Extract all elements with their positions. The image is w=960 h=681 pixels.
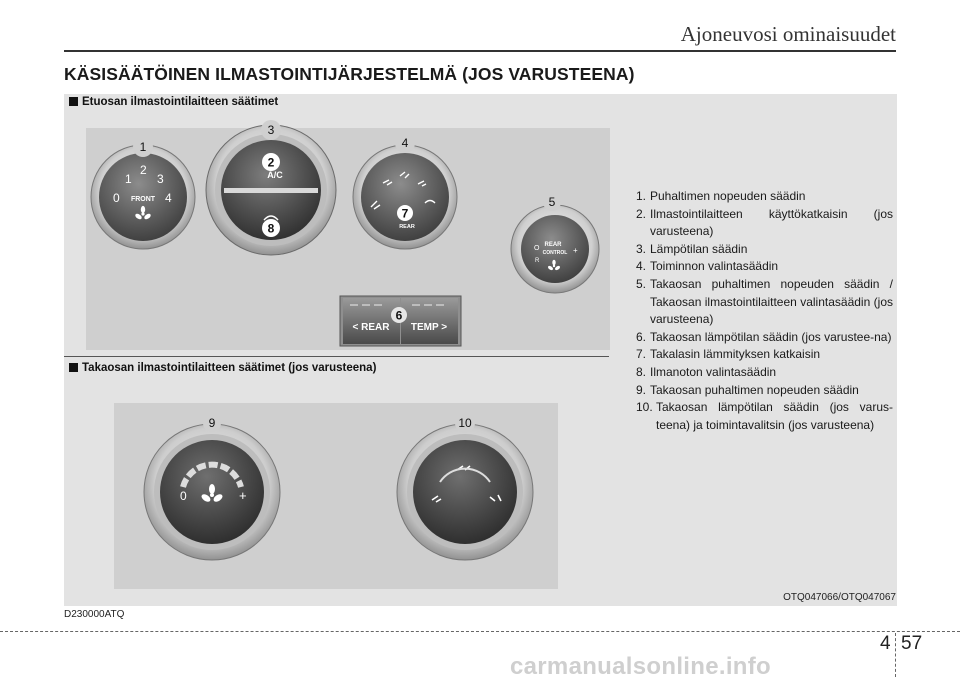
legend-item: 7. Takalasin lämmityksen katkaisin [636, 347, 821, 362]
page-section: 4 [880, 633, 891, 654]
fan-scale-1: 1 [125, 172, 132, 186]
doc-code: D230000ATQ [64, 609, 125, 620]
footer-dashed-line [0, 631, 960, 632]
rear-fan-plus: + [239, 488, 247, 503]
page-separator [895, 633, 896, 677]
page-number: 57 [901, 633, 923, 654]
rear-temp-label-left: < REAR [352, 322, 390, 333]
rear-defrost-label: REAR [399, 224, 415, 230]
legend-item: 4. Toiminnon valintasäädin [636, 259, 779, 274]
legend-item: 1. Puhaltimen nopeuden säädin [636, 189, 806, 203]
rear-panel-label-text: Takaosan ilmastointilaitteen säätimet (jos varusteena) [82, 362, 377, 374]
callout-3: 3 [267, 123, 275, 137]
callout-1: 1 [139, 140, 147, 154]
rear-control-label-1: REAR [544, 242, 562, 248]
image-code: OTQ047066/OTQ047067 [783, 592, 896, 603]
front-panel-label-text: Etuosan ilmastointilaitteen säätimet [82, 96, 279, 108]
rear-control-off: O [534, 245, 540, 252]
legend-item: 3. Lämpötilan säädin [636, 241, 748, 256]
callout-8: 8 [267, 221, 275, 236]
callout-2: 2 [267, 155, 275, 170]
legend-item: 9. Takaosan puhaltimen nopeuden säädin [636, 382, 859, 397]
rear-control-label-2: CONTROL [542, 250, 568, 256]
callout-9: 9 [208, 416, 216, 430]
legend-item: 8. Ilmanoton valintasäädin [636, 364, 777, 379]
legend-item: 10. Takaosan lämpötilan säädin (jos varus-teena) ja toimintavalitsin (jos varusteena) [636, 400, 893, 432]
callout-5: 5 [548, 195, 556, 209]
chapter-title: Ajoneuvosi ominaisuudet [680, 22, 896, 46]
rear-temp-label-right: TEMP > [410, 322, 448, 333]
rear-temp-mode-knob [397, 413, 533, 560]
legend-item: 6. Takaosan lämpötilan säädin (jos varustee-na) [636, 329, 892, 344]
fan-scale-2: 2 [140, 163, 147, 177]
fan-scale-3: 3 [157, 172, 164, 186]
legend-item: 2. Ilmastointilaitteen käyttökatkaisin (jos varusteena) [636, 206, 893, 239]
legend-item: 5. Takaosan puhaltimen nopeuden säädin / Takaosan ilmastointilaitteen valintasäädin (jos varusteena) [636, 276, 893, 327]
callout-10: 10 [458, 416, 472, 430]
front-label: FRONT [130, 196, 156, 203]
watermark: carmanualsonline.info [510, 653, 772, 680]
callout-4: 4 [401, 136, 409, 150]
fan-scale-4: 4 [165, 191, 172, 205]
rear-fan-minus: 0 [180, 489, 187, 503]
callout-6: 6 [395, 308, 403, 323]
ac-label: A/C [267, 170, 283, 180]
fan-scale-0: 0 [113, 191, 120, 205]
callout-7: 7 [401, 206, 409, 221]
rear-fan-speed-knob [144, 414, 280, 560]
section-title: KÄSISÄÄTÖINEN ILMASTOINTIJÄRJESTELMÄ (JOS VARUSTEENA) [64, 64, 635, 84]
legend-list [636, 188, 893, 434]
rear-control-r: R [535, 258, 540, 264]
rear-control-plus-icon: + [573, 246, 578, 255]
